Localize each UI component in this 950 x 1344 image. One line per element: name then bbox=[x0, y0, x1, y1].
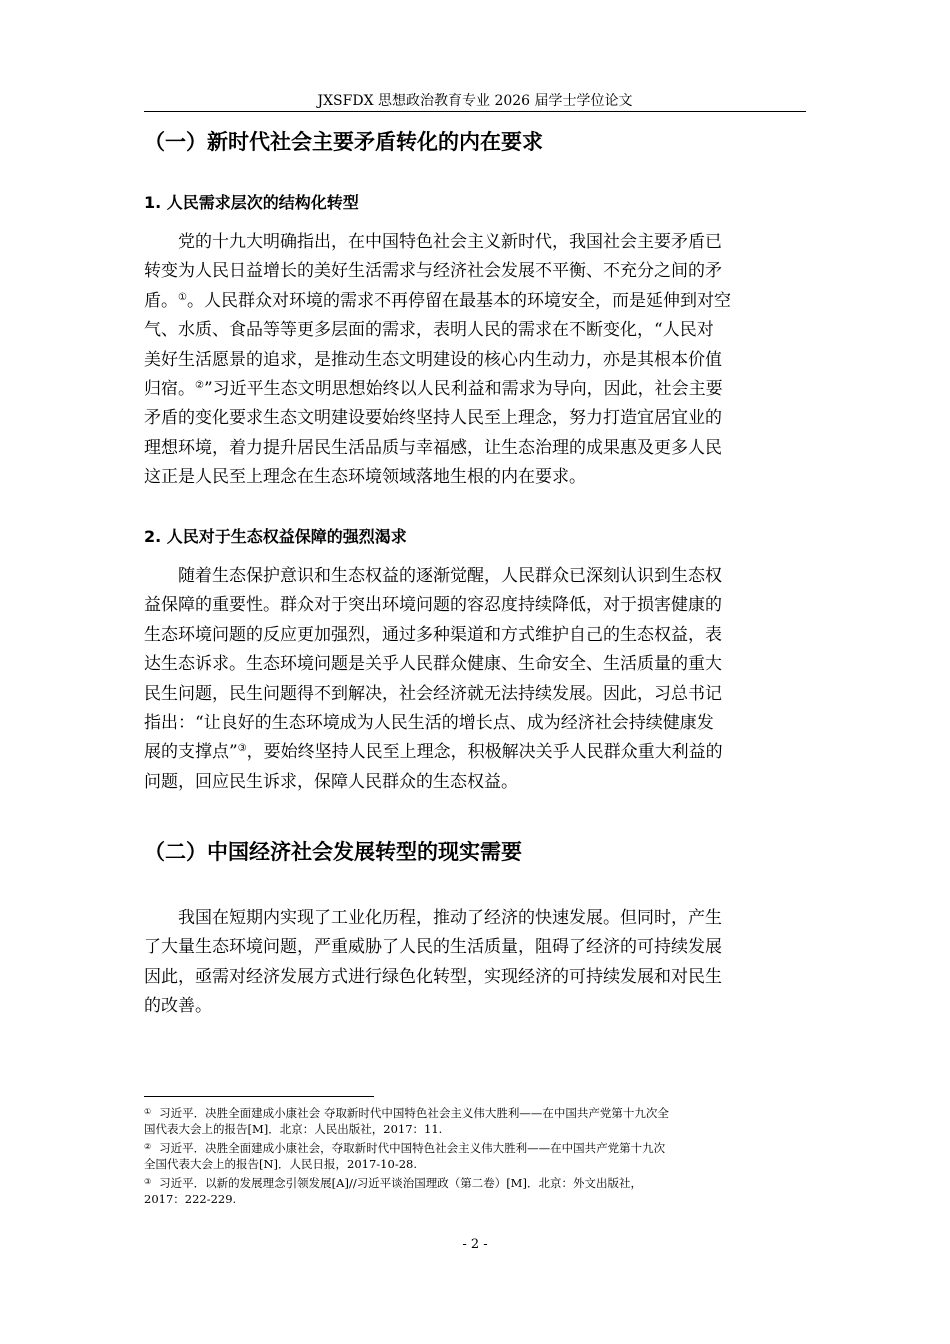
text-line bbox=[144, 738, 806, 767]
text-line: 矛盾的变化要求生态文明建设要始终坚持人民至上理念，努力打造宜居宜业的 bbox=[144, 408, 722, 429]
footnote-1-cont: 国代表大会上的报告[M]．北京：人民出版社，2017：11. bbox=[144, 1121, 443, 1136]
running-header: JXSFDX 思想政治教育专业 2026 届学士学位论文 bbox=[317, 93, 633, 109]
footnote-ref-3[interactable]: ③ bbox=[237, 743, 247, 755]
footnote-separator bbox=[144, 1096, 374, 1097]
text-line: 气、水质、食品等等更多层面的需求，表明人民的需求在不断变化，“人民对 bbox=[144, 320, 714, 341]
text-segment: 展的支撑点” bbox=[144, 742, 238, 763]
footnote-ref-1[interactable]: ① bbox=[178, 291, 187, 303]
text-segment: 归宿。 bbox=[144, 378, 195, 399]
text-line: 益保障的重要性。群众对于突出环境问题的容忍度持续降低，对于损害健康的 bbox=[144, 595, 722, 616]
text-line: 我国在短期内实现了工业化历程，推动了经济的快速发展。但同时，产生 bbox=[178, 908, 722, 928]
paragraph-2 bbox=[144, 562, 806, 797]
text-line: 了大量生态环境问题，严重威胁了人民的生活质量，阻碍了经济的可持续发展 bbox=[144, 937, 722, 958]
footnote-text: 习近平．以新的发展理念引领发展[A]//习近平谈治国理政（第二卷）[M]．北京：外文出版社， bbox=[159, 1176, 642, 1190]
text-line: 理想环境，着力提升居民生活品质与幸福感，让生态治理的成果惠及更多人民 bbox=[144, 437, 722, 458]
paragraph-1 bbox=[144, 228, 806, 493]
text-line: 党的十九大明确指出，在中国特色社会主义新时代，我国社会主要矛盾已 bbox=[178, 232, 722, 252]
footnote-mark: ② bbox=[144, 1142, 152, 1151]
text-line: 民生问题，民生问题得不到解决，社会经济就无法持续发展。因此，习总书记 bbox=[144, 683, 722, 704]
text-segment: 。人民群众对环境的需求不再停留在最基本的环境安全，而是延伸到对空 bbox=[186, 290, 731, 311]
text-line: 美好生活愿景的追求，是推动生态文明建设的核心内生动力，亦是其根本价值 bbox=[144, 349, 722, 370]
footnote-2 bbox=[144, 1138, 806, 1156]
text-line: 生态环境问题的反应更加强烈，通过多种渠道和方式维护自己的生态权益，表 bbox=[144, 624, 722, 645]
text-segment: 盾。 bbox=[144, 290, 178, 311]
subsection-heading-1: 1. 人民需求层次的结构化转型 bbox=[144, 193, 359, 212]
text-line bbox=[144, 375, 806, 404]
footnote-2-cont: 全国代表大会上的报告[N]．人民日报，2017-10-28. bbox=[144, 1156, 417, 1171]
footnote-text: 习近平．决胜全面建成小康社会，夺取新时代中国特色社会主义伟大胜利——在中国共产党第十九次 bbox=[159, 1141, 666, 1155]
footnote-mark: ① bbox=[144, 1107, 152, 1116]
text-line: 因此，亟需对经济发展方式进行绿色化转型，实现经济的可持续发展和对民生 bbox=[144, 966, 722, 987]
text-segment: ，要始终坚持人民至上理念，积极解决关乎人民群众重大利益的 bbox=[246, 742, 723, 763]
text-line: 的改善。 bbox=[144, 996, 212, 1017]
page-number: - 2 - bbox=[462, 1237, 488, 1252]
text-line: 问题，回应民生诉求，保障人民群众的生态权益。 bbox=[144, 771, 518, 792]
section-heading-1: （一）新时代社会主要矛盾转化的内在要求 bbox=[144, 130, 543, 154]
footnotes bbox=[144, 1103, 806, 1208]
text-line bbox=[144, 287, 806, 316]
text-line: 指出：“让良好的生态环境成为人民生活的增长点、成为经济社会持续健康发 bbox=[144, 712, 714, 733]
header-rule bbox=[144, 111, 806, 112]
footnote-mark: ③ bbox=[144, 1177, 152, 1186]
section-heading-2: （二）中国经济社会发展转型的现实需要 bbox=[144, 840, 522, 864]
footnote-text: 习近平．决胜全面建成小康社会 夺取新时代中国特色社会主义伟大胜利——在中国共产党第十九次全 bbox=[159, 1106, 669, 1120]
subsection-heading-2: 2. 人民对于生态权益保障的强烈渴求 bbox=[144, 527, 407, 546]
text-line: 随着生态保护意识和生态权益的逐渐觉醒，人民群众已深刻认识到生态权 bbox=[178, 566, 722, 586]
text-line: 转变为人民日益增长的美好生活需求与经济社会发展不平衡、不充分之间的矛 bbox=[144, 261, 722, 282]
footnote-1 bbox=[144, 1103, 806, 1121]
footnote-ref-2[interactable]: ② bbox=[195, 379, 204, 391]
text-line: 达生态诉求。生态环境问题是关乎人民群众健康、生命安全、生活质量的重大 bbox=[144, 654, 722, 675]
footnote-3 bbox=[144, 1173, 806, 1191]
footnote-3-cont: 2017：222-229. bbox=[144, 1191, 237, 1206]
text-line: 这正是人民至上理念在生态环境领域落地生根的内在要求。 bbox=[144, 467, 586, 488]
text-segment: ”习近平生态文明思想始终以人民利益和需求为导向，因此，社会主要 bbox=[203, 378, 723, 399]
paragraph-3 bbox=[144, 904, 806, 1022]
